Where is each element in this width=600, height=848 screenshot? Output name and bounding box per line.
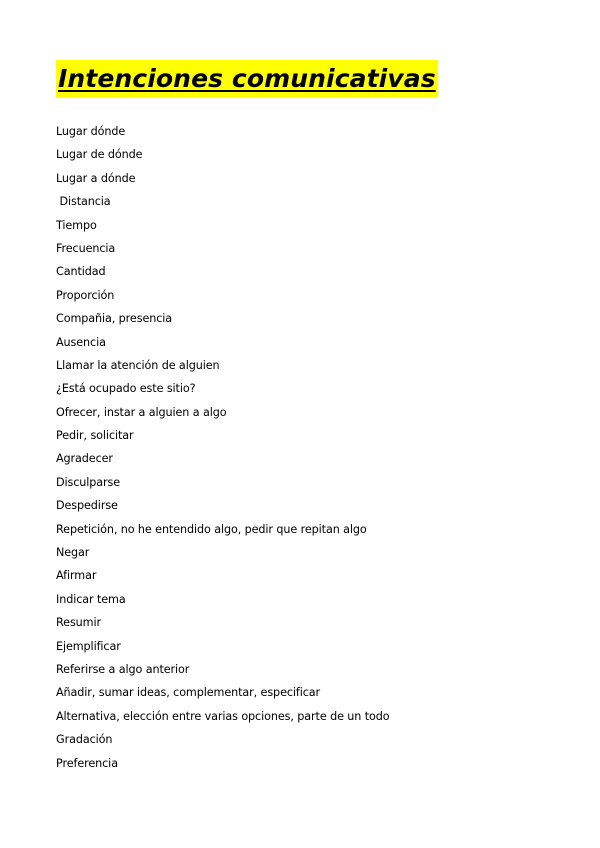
list-item: Cantidad (56, 265, 106, 279)
list-item: Alternativa, elección entre varias opciones, parte de un todo (56, 709, 390, 723)
list-item: Afirmar (56, 569, 97, 583)
list-item: Lugar a dónde (56, 171, 136, 185)
list-item: ¿Está ocupado este sitio? (56, 382, 196, 396)
list-item: Disculparse (56, 475, 121, 489)
list-item: Frecuencia (56, 241, 116, 255)
list-item: Preferencia (56, 756, 118, 770)
list-item: Ejemplificar (56, 639, 121, 653)
list-item: Compañia, presencia (56, 312, 173, 326)
list-item: Agradecer (56, 452, 113, 466)
page-title: Intenciones comunicativas (56, 60, 438, 98)
list-item: Lugar de dónde (56, 148, 143, 162)
list-item: Distancia (56, 195, 111, 209)
list-item: Añadir, sumar ideas, complementar, especificar (56, 686, 321, 700)
list-item: Repetición, no he entendido algo, pedir que repitan algo (56, 522, 367, 536)
list-item: Ofrecer, instar a alguien a algo (56, 405, 227, 419)
list-item: Pedir, solicitar (56, 429, 134, 443)
title-block (56, 60, 438, 98)
list-item: Referirse a algo anterior (56, 662, 190, 676)
list-item: Gradación (56, 733, 113, 747)
list-item: Tiempo (56, 218, 97, 232)
list-item: Despedirse (56, 499, 118, 513)
list-item: Llamar la atención de alguien (56, 358, 220, 372)
list-item: Ausencia (56, 335, 106, 349)
list-item: Proporción (56, 288, 115, 302)
list-item: Lugar dónde (56, 125, 126, 138)
list-item: Indicar tema (56, 592, 126, 606)
list-item: Negar (56, 546, 90, 560)
intentions-list (56, 120, 390, 775)
list-item: Resumir (56, 616, 101, 630)
